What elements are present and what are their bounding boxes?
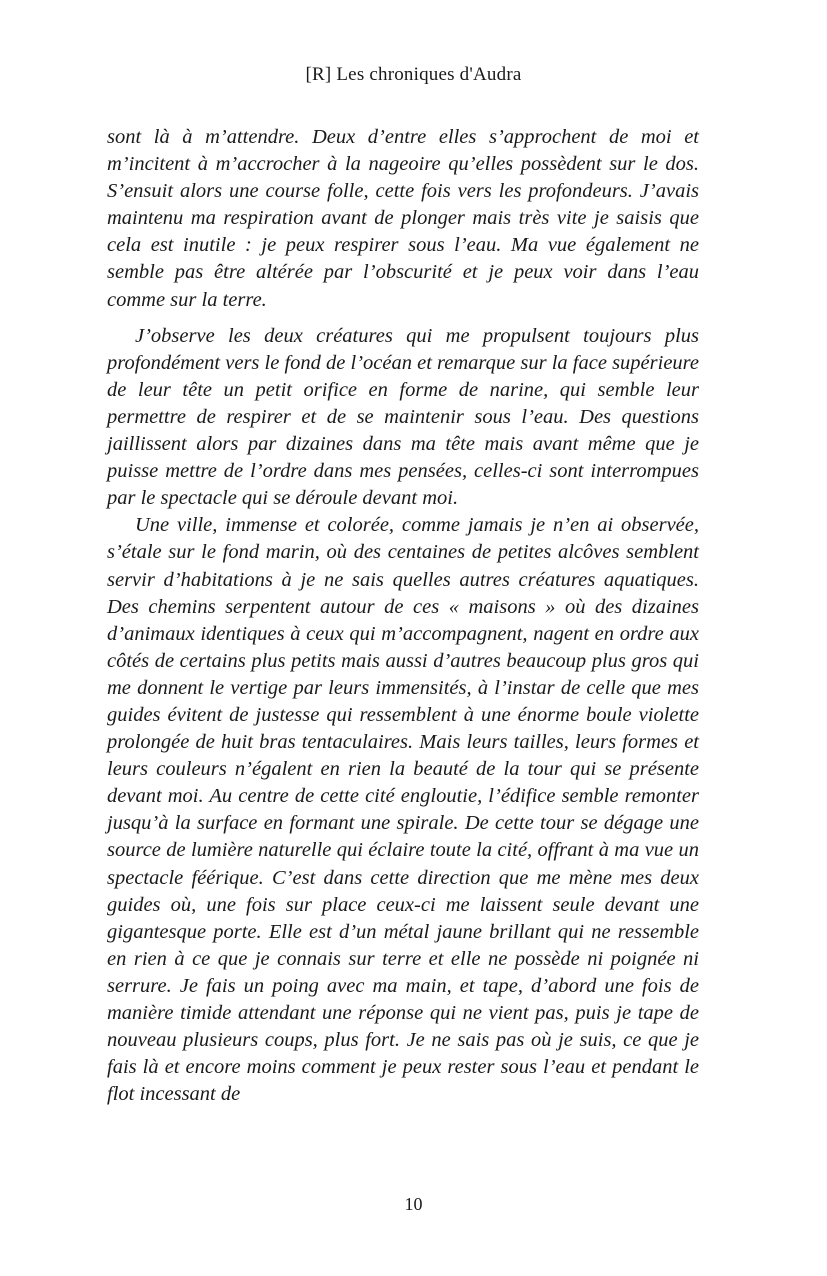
- paragraph-creatures: J’observe les deux créatures qui me propulsent toujours plus profondément vers le fond de l’océan et remarque sur la face supérieure de leur tête un petit orifice en forme de narine, qui semble leur permettre de respirer et de se maintenir sous l’eau. Des questions jaillissent alors par dizaines dans ma tête mais avant même que je puisse mettre de l’ordre dans mes pensées, celles-ci sont interrompues par le spectacle qui se déroule devant moi.: [107, 324, 699, 510]
- running-head: [R] Les chroniques d'Audra: [305, 64, 522, 85]
- paragraph-continuation: sont là à m’attendre. Deux d’entre elles s’approchent de moi et m’incitent à m’accrocher à la nageoire qu’elles possèdent sur le dos. S’ensuit alors une course folle, cette fois vers les profondeurs. J’avais maintenu ma respiration avant de plonger mais très vite je saisis que cela est inutile : je peux respirer sous l’eau. Ma vue également ne semble pas être altérée par l’obscurité et je peux voir dans l’eau comme sur la terre.: [107, 126, 699, 311]
- paragraph-city: Une ville, immense et colorée, comme jamais je n’en ai observée, s’étale sur le fond marin, où des centaines de petites alcôves semblent servir d’habitations à je ne sais quelles autres créatures aquatiques. Des chemins serpentent autour de ces « maisons » où des dizaines d’animaux identiques à ceux qui m’accompagnent, nagent en ordre aux côtés de certains plus petits mais aussi d’autres beaucoup plus gros qui me donnent le vertige par leurs immensités, à l’instar de celle que mes guides évitent de justesse qui ressemblent à une énorme boule violette prolongée de huit bras tentaculaires. Mais leurs tailles, leurs formes et leurs couleurs n’égalent en rien la beauté de la tour qui se présente devant moi. Au centre de cette cité engloutie, l’édifice semble remonter jusqu’à la surface en formant une spirale. De cette tour se dégage une source de lumière naturelle qui éclaire toute la cité, offrant à ma vue un spectacle féérique. C’est dans cette direction que me mène mes deux guides où, une fois sur place ceux-ci me laissent seule devant une gigantesque porte. Elle est d’un métal jaune brillant qui ne ressemble en rien à ce que je connais sur terre et elle ne possède ni poignée ni serrure. Je fais un poing avec ma main, et tape, d’abord une fois de manière timide attendant une réponse qui ne vient pas, puis je tape de nouveau plusieurs coups, plus fort. Je ne sais pas où je suis, ce que je fais là et encore moins comment je peux rester sous l’eau et pendant le flot incessant de: [107, 514, 699, 1106]
- page-number: 10: [404, 1194, 423, 1214]
- body-text: [107, 124, 699, 1108]
